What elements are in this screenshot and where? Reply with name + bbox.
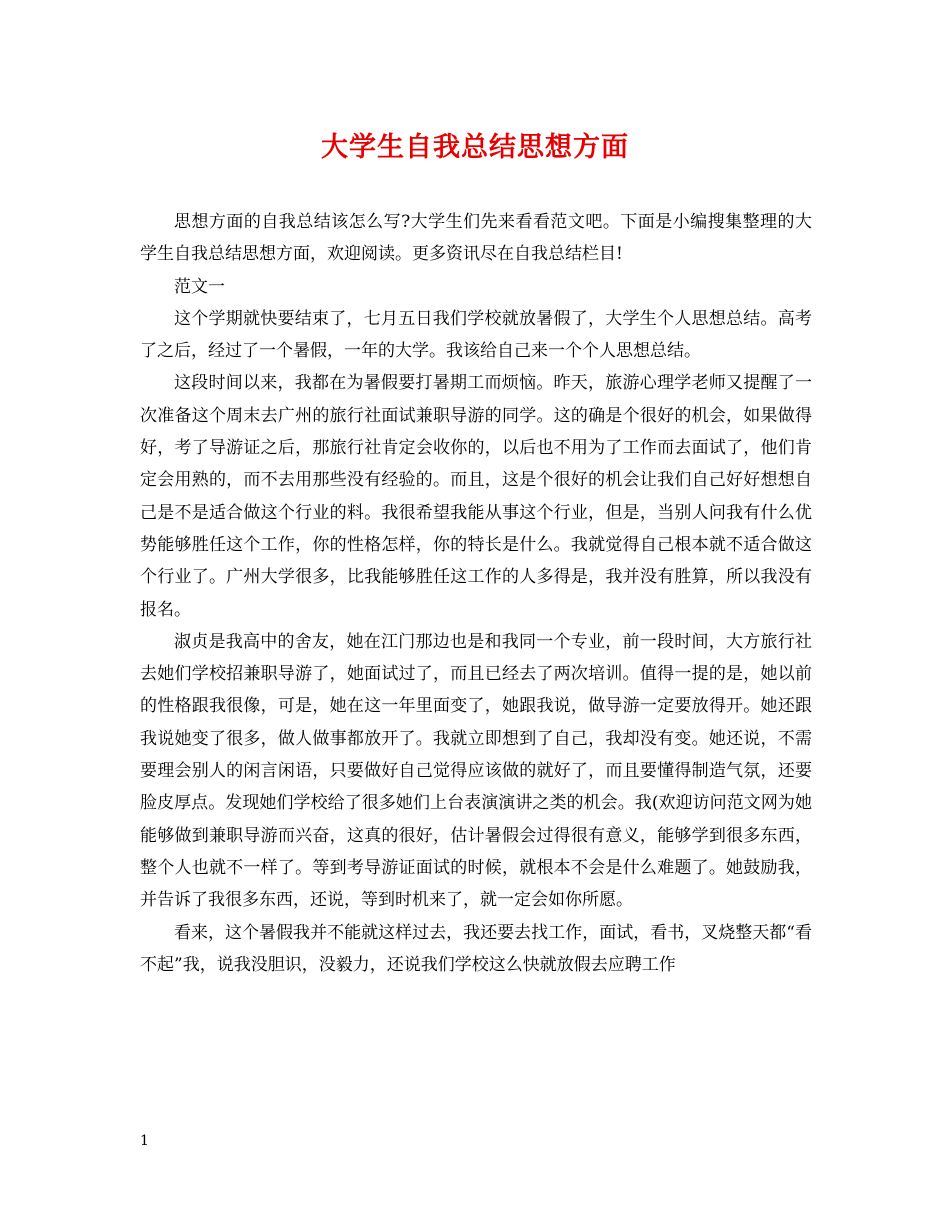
- document-title: 大学生自我总结思想方面: [321, 132, 629, 163]
- paragraph-conclusion: 看来，这个暑假我并不能就这样过去，我还要去找工作，面试，看书，叉烧整天都“看不起”我，说我没胆识，没毅力，还说我们学校这么快就放假去应聘工作: [140, 922, 812, 975]
- paragraph-roommate: 淑贞是我高中的舍友，她在江门那边也是和我同一个专业，前一段时间，大方旅行社去她们学校招兼职导游了，她面试过了，而且已经去了两次培训。值得一提的是，她以前的性格跟我很像，可是，她在这一年里面变了，她跟我说，做导游一定要放得开。她还跟我说她变了很多，做人做事都放开了。我就立即想到了自己，我却没有变。她还说，不需要理会别人的闲言闲语，只要做好自己觉得应该做的就好了，而且要懂得制造气氛，还要脸皮厚点。发现她们学校给了很多她们上台表演演讲之类的机会。我(欢迎访问范文网为她能够做到兼职导游而兴奋，这真的很好，估计暑假会过得很有意义，能够学到很多东西，整个人也就不一样了。等到考导游证面试的时候，就根本不会是什么难题了。她鼓励我，并告诉了我很多东西，还说，等到时机来了，就一定会如你所愿。: [140, 631, 812, 911]
- page-number: 1: [140, 1133, 149, 1149]
- paragraph-sample-heading: 范文一: [174, 276, 225, 297]
- paragraph-intro: 思想方面的自我总结该怎么写?大学生们先来看看范文吧。下面是小编搜集整理的大学生自我总结思想方面，欢迎阅读。更多资讯尽在自我总结栏目!: [140, 212, 812, 265]
- paragraph-summer-job: 这段时间以来，我都在为暑假要打暑期工而烦恼。昨天，旅游心理学老师又提醒了一次准备这个周末去广州的旅行社面试兼职导游的同学。这的确是个很好的机会，如果做得好，考了导游证之后，那旅行社肯定会收你的，以后也不用为了工作而去面试了，他们肯定会用熟的，而不去用那些没有经验的。而且，这是个很好的机会让我们自己好好想想自己是不是适合做这个行业的料。我很希望我能从事这个行业，但是，当别人问我有什么优势能够胜任这个工作，你的性格怎样，你的特长是什么。我就觉得自己根本就不适合做这个行业了。广州大学很多，比我能够胜任这工作的人多得是，我并没有胜算，所以我没有报名。: [140, 373, 812, 620]
- document-body: [140, 206, 812, 981]
- paragraph-semester: 这个学期就快要结束了，七月五日我们学校就放暑假了，大学生个人思想总结。高考了之后，经过了一个暑假，一年的大学。我该给自己来一个个人思想总结。: [140, 308, 812, 362]
